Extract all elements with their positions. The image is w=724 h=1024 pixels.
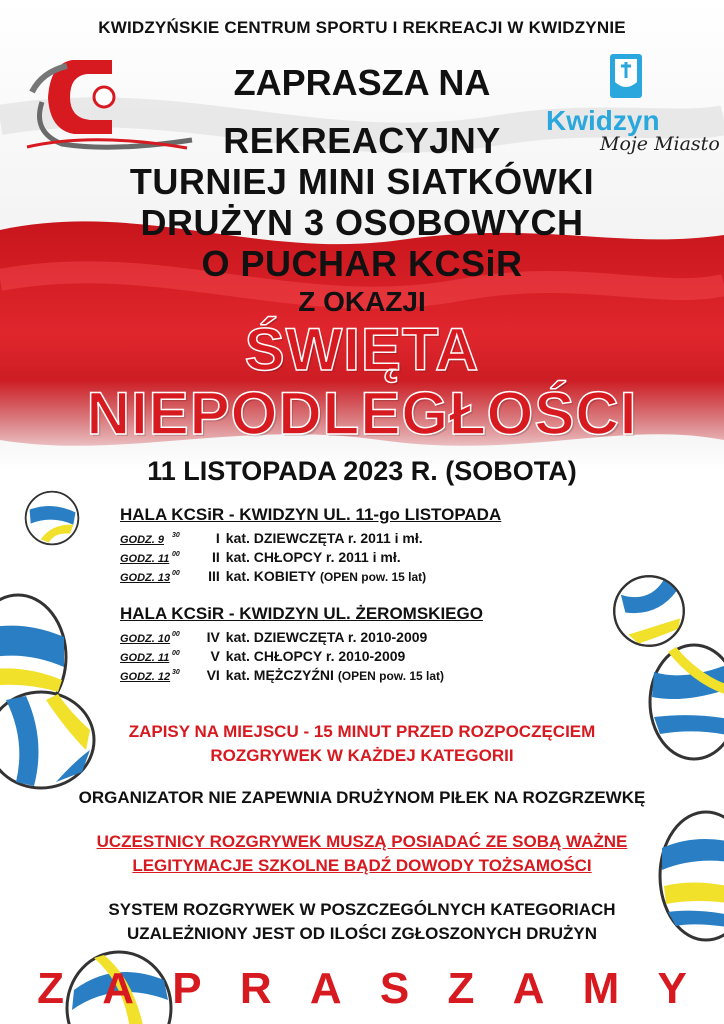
slot-minutes: 00 (172, 570, 180, 578)
title-line-4: O PUCHAR KCSiR (201, 243, 523, 284)
slot-category-number: II (212, 549, 220, 565)
invite-heading: ZAPRASZA NA (233, 62, 491, 103)
slot-category-number: I (215, 530, 220, 546)
slot-note: (OPEN pow. 15 lat) (319, 570, 427, 584)
holiday-line-1: ŚWIĘTA (244, 316, 480, 383)
closing-invitation (0, 964, 724, 1014)
slot-category: kat. KOBIETY (225, 568, 317, 584)
id-requirement-note (0, 830, 724, 878)
closing-letter: Z (447, 964, 475, 1013)
slot-category-number: VI (206, 667, 220, 683)
occasion-prefix: Z OKAZJI (298, 286, 426, 317)
volleyball-icon (0, 690, 96, 790)
closing-letter: P (172, 964, 202, 1013)
volleyball-icon (656, 808, 724, 944)
slot-category: kat. MĘŻCZYŹNI (225, 667, 334, 683)
event-date: 11 LISTOPADA 2023 R. (SOBOTA) (147, 456, 577, 486)
slot-category: kat. DZIEWCZĘTA r. 2010-2009 (225, 629, 428, 645)
venue-heading-1: HALA KCSiR - KWIDZYN UL. 11-go LISTOPADA (120, 505, 502, 524)
closing-letter: M (582, 964, 620, 1013)
schedule-slot (120, 629, 427, 645)
schedule-slot (120, 549, 401, 565)
kwidzyn-logo-name: Kwidzyn (546, 105, 660, 136)
system-line-2: UZALEŻNIONY JEST OD ILOŚCI ZGŁOSZONYCH DRUŻYN (126, 924, 598, 943)
holiday-line-2: NIEPODLEGŁOŚCI (86, 380, 638, 447)
slot-minutes: 00 (172, 650, 180, 658)
title-line-1: REKREACYJNY (223, 120, 501, 161)
slot-category-number: V (210, 648, 220, 664)
slot-category: kat. CHŁOPCY r. 2011 i mł. (225, 549, 401, 565)
system-note (0, 898, 724, 946)
registration-line-2: ROZGRYWEK W KAŻDEJ KATEGORII (210, 746, 514, 765)
slot-minutes: 00 (172, 551, 180, 559)
schedule-slot (120, 648, 405, 664)
tournament-title (0, 120, 724, 284)
registration-line-1: ZAPISY NA MIEJSCU - 15 MINUT PRZED ROZPOCZĘCIEM (128, 722, 596, 741)
kwidzyn-logo-slogan: Moje Miasto (600, 133, 720, 155)
title-line-3: DRUŻYN 3 OSOBOWYCH (140, 202, 584, 243)
title-line-2: TURNIEJ MINI SIATKÓWKI (129, 161, 595, 202)
closing-letter: A (512, 964, 545, 1013)
organizer-header: KWIDZYŃSKIE CENTRUM SPORTU I REKREACJI W KWIDZYNIE (98, 18, 626, 37)
closing-letter: A (102, 964, 135, 1013)
venue-heading-2: HALA KCSiR - KWIDZYN UL. ŻEROMSKIEGO (120, 604, 483, 623)
slot-time: GODZ. 10 (120, 633, 171, 645)
closing-letter: Y (657, 964, 687, 1013)
slot-time: GODZ. 11 (120, 652, 170, 664)
volleyball-icon (24, 490, 80, 546)
schedule-slot (120, 667, 444, 683)
registration-note (0, 720, 724, 768)
slot-category: kat. CHŁOPCY r. 2010-2009 (225, 648, 406, 664)
closing-letter: S (379, 964, 410, 1013)
slot-time: GODZ. 9 (120, 534, 165, 546)
volleyball-icon (646, 642, 724, 762)
slot-minutes: 30 (172, 532, 180, 540)
closing-letter: A (309, 964, 342, 1013)
slot-category: kat. DZIEWCZĘTA r. 2011 i mł. (225, 530, 423, 546)
slot-time: GODZ. 13 (120, 572, 171, 584)
schedule-slot (120, 530, 423, 546)
slot-category-number: III (208, 568, 220, 584)
slot-note: (OPEN pow. 15 lat) (337, 669, 445, 683)
system-line-1: SYSTEM ROZGRYWEK W POSZCZEGÓLNYCH KATEGORIACH (108, 900, 616, 919)
closing-letter: R (239, 964, 272, 1013)
schedule-slot (120, 568, 426, 584)
closing-letter: Z (37, 964, 64, 1013)
slot-time: GODZ. 11 (120, 553, 170, 565)
slot-minutes: 00 (172, 631, 180, 639)
volleyball-icon (612, 574, 686, 648)
no-balls-note: ORGANIZATOR NIE ZAPEWNIA DRUŻYNOM PIŁEK NA ROZGRZEWKĘ (78, 788, 646, 807)
id-line-2: LEGITYMACJE SZKOLNE BĄDŹ DOWODY TOŻSAMOŚCI (132, 856, 592, 875)
id-line-1: UCZESTNICY ROZGRYWEK MUSZĄ POSIADAĆ ZE SOBĄ WAŻNE (96, 832, 628, 851)
slot-minutes: 30 (172, 669, 180, 677)
slot-time: GODZ. 12 (120, 671, 171, 683)
slot-category-number: IV (206, 629, 220, 645)
